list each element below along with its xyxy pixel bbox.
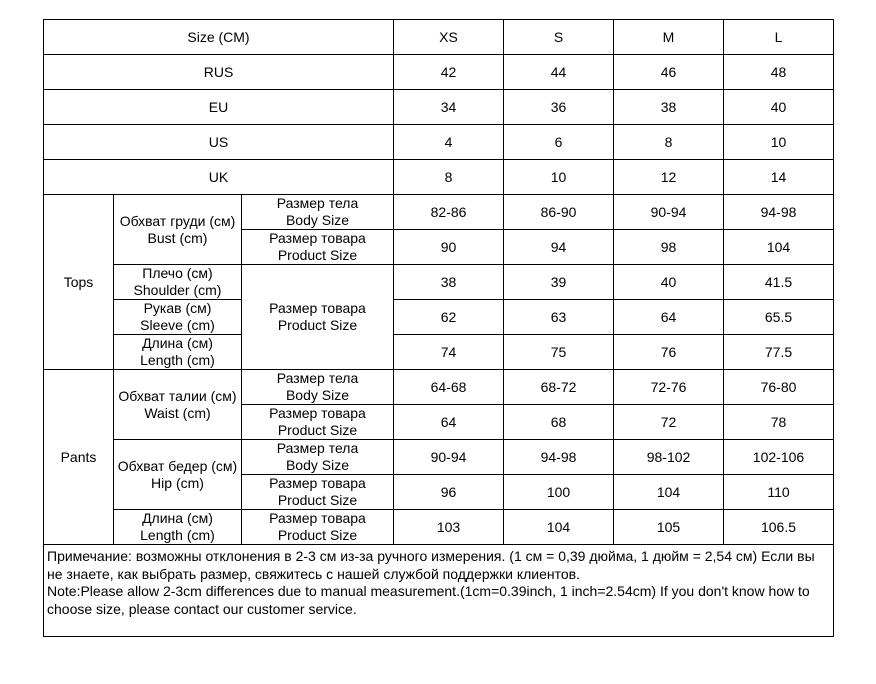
tops-bust-body-row: [44, 195, 834, 230]
tops-shoulder-row: [44, 265, 834, 300]
pants-waist-body-row: [44, 370, 834, 405]
cell: 90-94: [394, 440, 504, 475]
cell: 64: [394, 405, 504, 440]
cell: 106.5: [724, 510, 834, 545]
cell: 94: [504, 230, 614, 265]
tops-sleeve-row: [44, 300, 834, 335]
cell: 44: [504, 55, 614, 90]
cell: 98: [614, 230, 724, 265]
body-size-label: Размер тела Body Size: [242, 440, 394, 475]
product-size-label: Размер товара Product Size: [242, 510, 394, 545]
conversion-row-rus: [44, 55, 834, 90]
cell: 68: [504, 405, 614, 440]
cell: 82-86: [394, 195, 504, 230]
cell: 76-80: [724, 370, 834, 405]
cell: 72-76: [614, 370, 724, 405]
conversion-row-uk: [44, 160, 834, 195]
cell: 62: [394, 300, 504, 335]
conversion-label: EU: [44, 90, 394, 125]
cell: 104: [614, 475, 724, 510]
cell: 36: [504, 90, 614, 125]
cell: 90-94: [614, 195, 724, 230]
sleeve-label: Рукав (см) Sleeve (cm): [114, 300, 242, 335]
cell: 105: [614, 510, 724, 545]
header-row: [44, 20, 834, 55]
cell: 100: [504, 475, 614, 510]
cell: 40: [724, 90, 834, 125]
pants-hip-body-row: [44, 440, 834, 475]
body-size-label: Размер тела Body Size: [242, 195, 394, 230]
cell: 46: [614, 55, 724, 90]
cell: 68-72: [504, 370, 614, 405]
conversion-label: US: [44, 125, 394, 160]
body-size-label: Размер тела Body Size: [242, 370, 394, 405]
cell: 94-98: [724, 195, 834, 230]
tops-length-row: [44, 335, 834, 370]
cell: 110: [724, 475, 834, 510]
cell: 42: [394, 55, 504, 90]
conversion-row-eu: [44, 90, 834, 125]
cell: 94-98: [504, 440, 614, 475]
note-row: [44, 545, 834, 637]
size-header-m: M: [614, 20, 724, 55]
cell: 39: [504, 265, 614, 300]
cell: 8: [614, 125, 724, 160]
product-size-label: Размер товара Product Size: [242, 475, 394, 510]
cell: 4: [394, 125, 504, 160]
header-label: Size (CM): [44, 20, 394, 55]
product-size-label: Размер товара Product Size: [242, 405, 394, 440]
cell: 102-106: [724, 440, 834, 475]
conversion-label: UK: [44, 160, 394, 195]
cell: 8: [394, 160, 504, 195]
cell: 38: [614, 90, 724, 125]
waist-label: Обхват талии (см) Waist (cm): [114, 370, 242, 440]
note-ru: Примечание: возможны отклонения в 2-3 см из-за ручного измерения. (1 см = 0,39 дюйма, 1 дюйм = 2,54 см) Если вы не знаете, как выбрать размер, свяжитесь с нашей службой поддержки клиентов.: [47, 548, 815, 582]
product-size-label: Размер товара Product Size: [242, 265, 394, 370]
cell: 90: [394, 230, 504, 265]
cell: 65.5: [724, 300, 834, 335]
measurement-note: [44, 545, 834, 637]
cell: 98-102: [614, 440, 724, 475]
cell: 14: [724, 160, 834, 195]
cell: 12: [614, 160, 724, 195]
size-header-l: L: [724, 20, 834, 55]
conversion-label: RUS: [44, 55, 394, 90]
length-label: Длина (см) Length (cm): [114, 335, 242, 370]
cell: 38: [394, 265, 504, 300]
hip-label: Обхват бедер (см) Hip (cm): [114, 440, 242, 510]
cell: 96: [394, 475, 504, 510]
cell: 77.5: [724, 335, 834, 370]
product-size-label: Размер товара Product Size: [242, 230, 394, 265]
cell: 34: [394, 90, 504, 125]
conversion-row-us: [44, 125, 834, 160]
cell: 72: [614, 405, 724, 440]
cell: 104: [724, 230, 834, 265]
cell: 48: [724, 55, 834, 90]
cell: 76: [614, 335, 724, 370]
length-label: Длина (см) Length (cm): [114, 510, 242, 545]
note-en: Note:Please allow 2-3cm differences due to manual measurement.(1cm=0.39inch, 1 inch=2.54cm) If you don't know how to choose size, please contact our customer service.: [47, 583, 810, 617]
cell: 10: [504, 160, 614, 195]
cell: 64: [614, 300, 724, 335]
cell: 78: [724, 405, 834, 440]
cell: 86-90: [504, 195, 614, 230]
cell: 75: [504, 335, 614, 370]
cell: 41.5: [724, 265, 834, 300]
cell: 10: [724, 125, 834, 160]
cell: 64-68: [394, 370, 504, 405]
cell: 40: [614, 265, 724, 300]
cell: 6: [504, 125, 614, 160]
pants-section-label: Pants: [44, 370, 114, 545]
shoulder-label: Плечо (см) Shoulder (cm): [114, 265, 242, 300]
size-header-xs: XS: [394, 20, 504, 55]
size-chart-table: [43, 19, 834, 637]
cell: 63: [504, 300, 614, 335]
tops-section-label: Tops: [44, 195, 114, 370]
cell: 104: [504, 510, 614, 545]
cell: 74: [394, 335, 504, 370]
bust-label: Обхват груди (см) Bust (cm): [114, 195, 242, 265]
pants-length-row: [44, 510, 834, 545]
size-header-s: S: [504, 20, 614, 55]
cell: 103: [394, 510, 504, 545]
